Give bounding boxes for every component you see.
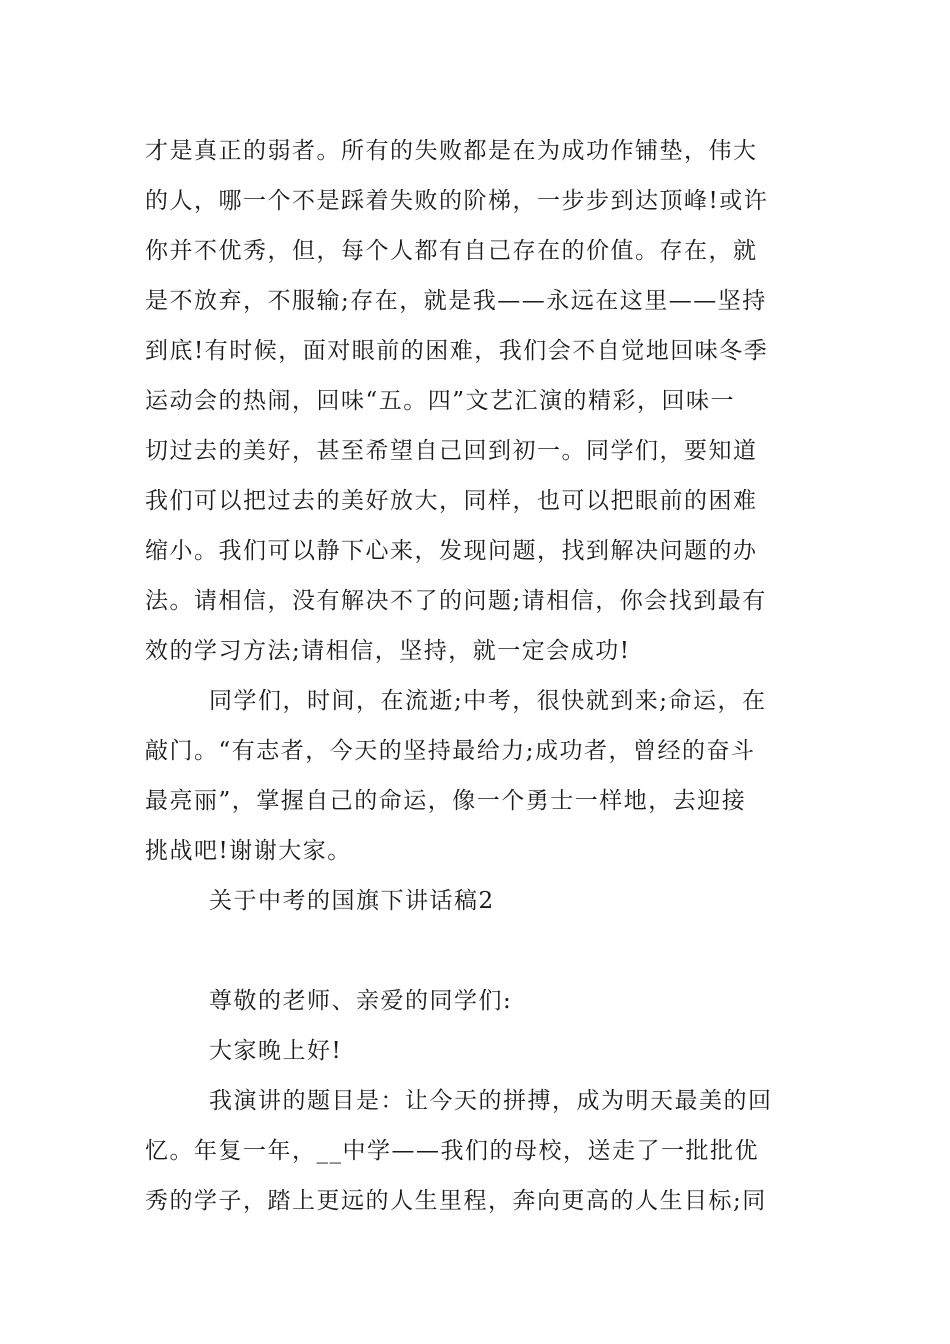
greeting: 大家晚上好!	[209, 1038, 343, 1064]
salutation: 尊敬的老师、亲爱的同学们:	[209, 988, 513, 1014]
paragraph-start-line: 同学们，时间，在流逝;中考，很快就到来;命运，在	[209, 688, 767, 714]
section-heading: 关于中考的国旗下讲话稿2	[209, 888, 495, 914]
text-line: 才是真正的弱者。所有的失败都是在为成功作铺垫，伟大	[145, 138, 758, 164]
text-line: 最亮丽”，掌握自己的命运，像一个勇士一样地，去迎接	[145, 788, 747, 814]
text-line: 的人，哪一个不是踩着失败的阶梯，一步步到达顶峰!或许	[145, 188, 769, 214]
text-line: 是不放弃，不服输;存在，就是我——永远在这里——坚持	[145, 288, 767, 314]
text-line: 忆。年复一年，__中学——我们的母校，送走了一批批优	[145, 1138, 759, 1164]
text-line: 运动会的热闹，回味“五。四”文艺汇演的精彩，回味一	[145, 388, 736, 414]
text-line: 你并不优秀，但，每个人都有自己存在的价值。存在，就	[145, 238, 758, 264]
text-line: 挑战吧!谢谢大家。	[145, 838, 352, 864]
text-line: 法。请相信，没有解决不了的问题;请相信，你会找到最有	[145, 588, 767, 614]
paragraph-start-line: 我演讲的题目是：让今天的拼搏，成为明天最美的回	[209, 1088, 773, 1114]
text-line: 我们可以把过去的美好放大，同样，也可以把眼前的困难	[145, 488, 758, 514]
text-line: 效的学习方法;请相信，坚持，就一定会成功!	[145, 638, 631, 664]
text-line: 到底!有时候，面对眼前的困难，我们会不自觉地回味冬季	[145, 338, 769, 364]
text-line: 切过去的美好，甚至希望自己回到初一。同学们，要知道	[145, 438, 758, 464]
text-line: 缩小。我们可以静下心来，发现问题，找到解决问题的办	[145, 538, 758, 564]
text-line: 秀的学子，踏上更远的人生里程，奔向更高的人生目标;同	[145, 1188, 767, 1214]
text-line: 敲门。“有志者，今天的坚持最给力;成功者，曾经的奋斗	[145, 738, 756, 764]
